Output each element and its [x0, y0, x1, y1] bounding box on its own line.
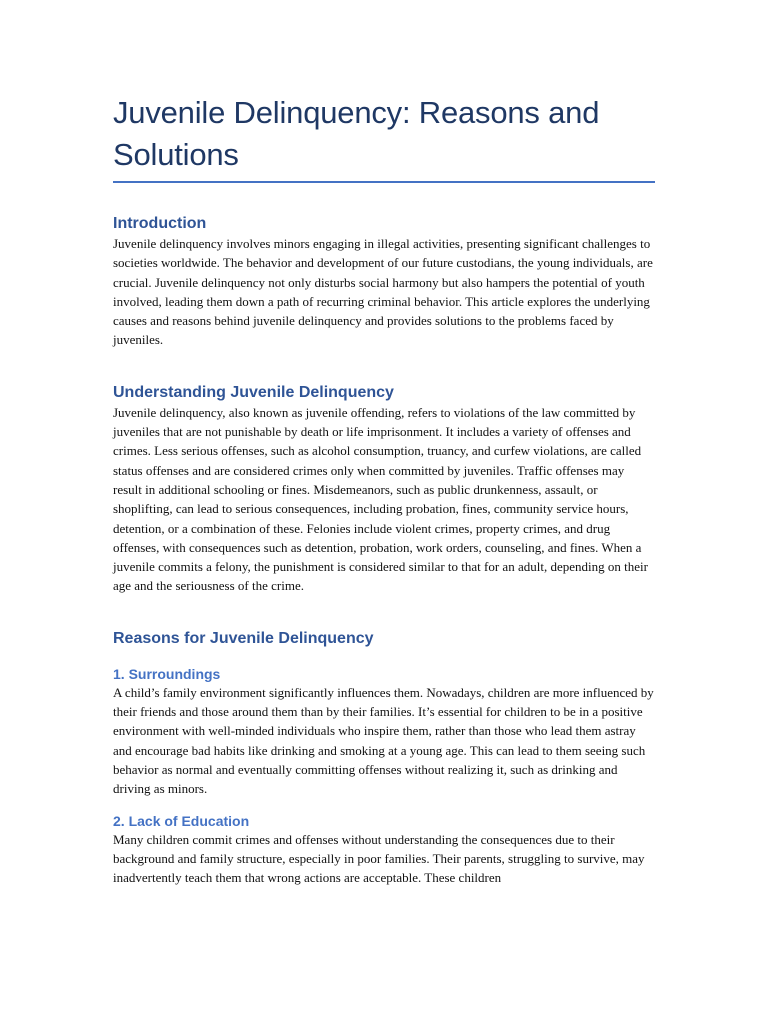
surroundings-heading: 1. Surroundings: [113, 665, 221, 682]
education-heading: 2. Lack of Education: [113, 812, 250, 829]
document-title: Juvenile Delinquency: Reasons and Solutions: [113, 95, 600, 172]
understanding-paragraph: Juvenile delinquency, also known as juvenile offending, refers to violations of the law committed by juveniles that are not punishable by death or life imprisonment. It includes a variety of offenses and crimes. Less serious offenses, such as alcohol consumption, truancy, and curfew violations, are called status offenses and are considered crimes only when committed by juveniles. Traffic offenses may result in additional schooling or fines. Misdemeanors, such as public drunkenness, assault, or shoplifting, can lead to serious consequences, including probation, fines, community service hours, detention, or a combination of these. Felonies include violent crimes, property crimes, and drug offenses, with consequences such as detention, probation, work orders, counseling, and fines. When a juvenile commits a felony, the punishment is considered similar to that for an adult, depending on their age and the seriousness of the crime.: [113, 404, 648, 594]
introduction-heading: Introduction: [113, 215, 207, 232]
title-underline: [113, 181, 655, 183]
education-paragraph: Many children commit crimes and offenses without understanding the consequences due to their background and family structure, especially in poor families. Their parents, struggling to survive, may inadvertently teach them that wrong actions are acceptable. These children: [113, 831, 645, 886]
document-page: [113, 92, 655, 887]
understanding-heading: Understanding Juvenile Delinquency: [113, 383, 394, 401]
introduction-paragraph: Juvenile delinquency involves minors engaging in illegal activities, presenting significant challenges to societies worldwide. The behavior and development of our future custodians, the young individuals, are crucial. Juvenile delinquency not only disturbs social harmony but also hampers the potential of youth involved, leading them down a path of recurring criminal behavior. This article explores the underlying causes and reasons behind juvenile delinquency and provides solutions to the problems faced by juveniles.: [113, 236, 653, 348]
surroundings-paragraph: A child’s family environment significantly influences them. Nowadays, children are more influenced by their friends and those around them than by their families. It’s essential for children to be in a positive environment with well-minded individuals who inspire them, rather than those who lead them astray and encourage bad habits like drinking and smoking at a young age. This can lead to them seeing such behavior as normal and eventually committing offenses without realizing it, such as drinking and driving as minors.: [113, 684, 654, 797]
reasons-heading: Reasons for Juvenile Delinquency: [113, 629, 374, 647]
